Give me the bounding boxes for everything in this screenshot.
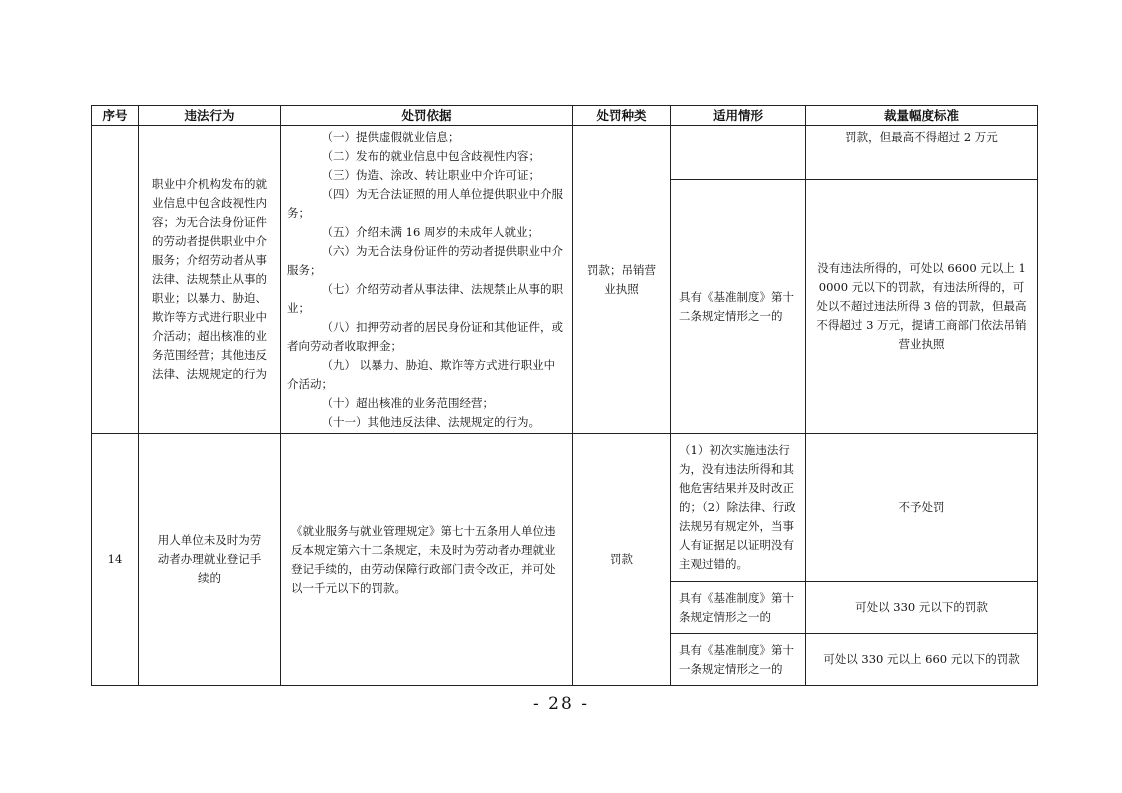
- row14-index: 14: [92, 434, 139, 686]
- row13-basis-item: （九） 以暴力、胁迫、欺诈等方式进行职业中介活动；: [287, 357, 556, 391]
- row14-situation-2: 具有《基准制度》第十条规定情形之一的: [671, 582, 806, 634]
- row13-basis-item: （十一）其他违反法律、法规规定的行为。: [321, 414, 540, 429]
- row14-standard-3: 可处以 330 元以上 660 元以下的罚款: [806, 634, 1038, 686]
- header-standard: 裁量幅度标准: [806, 106, 1038, 126]
- row13-basis-item: （二）发布的就业信息中包含歧视性内容；: [321, 148, 540, 163]
- row14-type: 罚款: [573, 434, 671, 686]
- row13-basis-item: （十）超出核准的业务范围经营；: [321, 395, 494, 410]
- penalty-standard-table: [91, 105, 1038, 686]
- header-index: 序号: [92, 106, 139, 126]
- row13-basis-item: （八）扣押劳动者的居民身份证和其他证件，或者向劳动者收取押金；: [287, 319, 563, 353]
- row13-index: [92, 126, 139, 434]
- header-situation: 适用情形: [671, 106, 806, 126]
- row13-standard-1: 罚款，但最高不得超过 2 万元: [806, 126, 1038, 180]
- row14-behavior: 用人单位未及时为劳动者办理就业登记手续的: [139, 434, 281, 686]
- table-row: [92, 434, 1038, 582]
- row14-basis: 《就业服务与就业管理规定》第七十五条用人单位违反本规定第六十二条规定，未及时为劳动者办理就业登记手续的，由劳动保障行政部门责令改正，并可处以一千元以下的罚款。: [281, 434, 573, 686]
- row14-situation-1: （1）初次实施违法行为，没有违法所得和其他危害结果并及时改正的；（2）除法律、行政法规另有规定外，当事人有证据足以证明没有主观过错的。: [671, 434, 806, 582]
- row13-basis-item: （三）伪造、涂改、转让职业中介许可证；: [321, 167, 540, 182]
- header-type: 处罚种类: [573, 106, 671, 126]
- row13-basis-item: （四）为无合法证照的用人单位提供职业中介服务；: [287, 186, 563, 220]
- row13-basis-item: （七）介绍劳动者从事法律、法规禁止从事的职业；: [287, 281, 563, 315]
- row14-standard-1: 不予处罚: [806, 434, 1038, 582]
- row13-basis: [281, 126, 573, 434]
- row13-situation-1: [671, 126, 806, 180]
- table-header-row: [92, 106, 1038, 126]
- row14-standard-2: 可处以 330 元以下的罚款: [806, 582, 1038, 634]
- row14-situation-3: 具有《基准制度》第十一条规定情形之一的: [671, 634, 806, 686]
- header-behavior: 违法行为: [139, 106, 281, 126]
- table-row: [92, 126, 1038, 180]
- row13-basis-item: （一）提供虚假就业信息；: [321, 129, 460, 144]
- row13-basis-item: （六）为无合法身份证件的劳动者提供职业中介服务；: [287, 243, 563, 277]
- row13-behavior: 职业中介机构发布的就业信息中包含歧视性内容；为无合法身份证件的劳动者提供职业中介服务；介绍劳动者从事法律、法规禁止从事的职业；以暴力、胁迫、欺诈等方式进行职业中介活动；超出核准的业务范围经营；其他违反法律、法规规定的行为: [139, 126, 281, 434]
- row13-basis-item: （五）介绍未满 16 周岁的未成年人就业；: [321, 224, 539, 239]
- row13-standard-2: 没有违法所得的，可处以 6600 元以上 10000 元以下的罚款，有违法所得的，可处以不超过违法所得 3 倍的罚款，但最高不得超过 3 万元，提请工商部门依法吊销营业执照: [806, 180, 1038, 434]
- page-number: - 28 -: [533, 694, 589, 714]
- row13-type: 罚款；吊销营业执照: [573, 126, 671, 434]
- row13-situation-2: 具有《基准制度》第十二条规定情形之一的: [671, 180, 806, 434]
- header-basis: 处罚依据: [281, 106, 573, 126]
